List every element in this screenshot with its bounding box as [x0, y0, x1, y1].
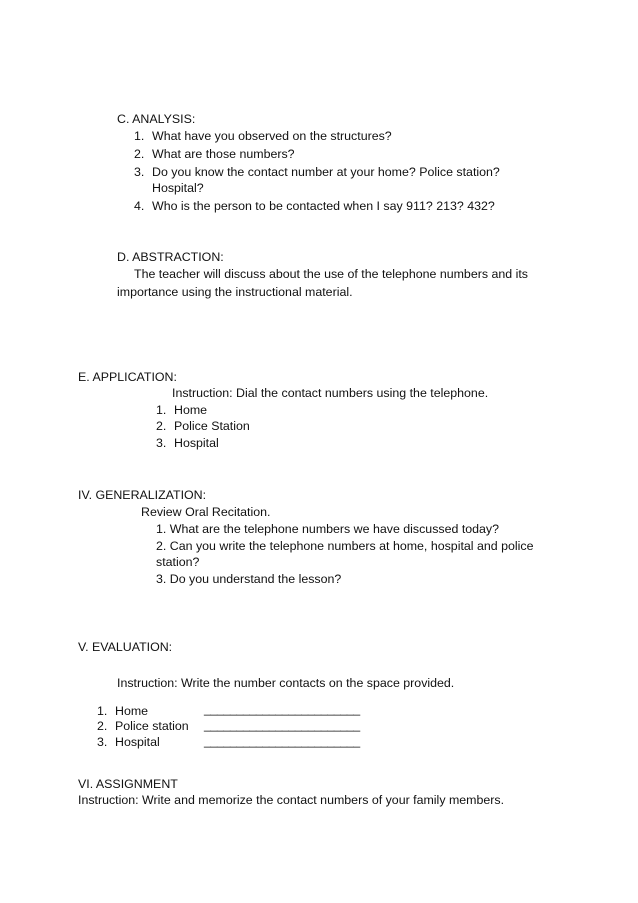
list-number: 2. — [156, 419, 167, 433]
analysis-item-3 — [134, 164, 500, 180]
list-number: 2. — [134, 147, 145, 161]
list-text: Home — [115, 704, 149, 718]
application-item-1 — [156, 402, 207, 418]
application-item-3 — [156, 435, 219, 451]
analysis-item-3-continuation: Hospital? — [152, 181, 204, 195]
generalization-question-1: 1. What are the telephone numbers we have discussed today? — [156, 522, 500, 536]
analysis-heading: C. ANALYSIS: — [117, 112, 196, 126]
generalization-question-2-continuation: station? — [156, 555, 200, 569]
application-item-2 — [156, 418, 250, 434]
answer-blank-hospital: ________________________ — [204, 734, 360, 748]
evaluation-item-1 — [97, 703, 148, 719]
list-number: 1. — [97, 704, 108, 718]
evaluation-item-2 — [97, 718, 189, 734]
analysis-item-4 — [134, 198, 495, 214]
abstraction-line-1: The teacher will discuss about the use of the telephone numbers and its — [134, 267, 528, 281]
list-text: Hospital — [174, 436, 219, 450]
list-text: Police Station — [174, 419, 250, 433]
evaluation-item-3 — [97, 734, 160, 750]
list-number: 3. — [156, 436, 167, 450]
list-number: 3. — [97, 735, 108, 749]
generalization-question-2: 2. Can you write the telephone numbers at home, hospital and police — [156, 539, 534, 553]
evaluation-instruction: Instruction: Write the number contacts on the space provided. — [117, 676, 455, 690]
generalization-heading: IV. GENERALIZATION: — [78, 488, 207, 502]
list-text: Police station — [115, 719, 189, 733]
application-instruction: Instruction: Dial the contact numbers using the telephone. — [172, 386, 489, 400]
list-number: 1. — [156, 403, 167, 417]
abstraction-line-2: importance using the instructional material. — [117, 285, 353, 299]
list-number: 4. — [134, 199, 145, 213]
answer-blank-home: ________________________ — [204, 702, 360, 716]
list-text: Hospital — [115, 735, 160, 749]
abstraction-heading: D. ABSTRACTION: — [117, 250, 224, 264]
evaluation-heading: V. EVALUATION: — [78, 640, 173, 654]
analysis-item-2 — [134, 146, 295, 162]
generalization-intro: Review Oral Recitation. — [141, 505, 271, 519]
analysis-item-1 — [134, 128, 392, 144]
list-text: What are those numbers? — [152, 147, 295, 161]
list-number: 3. — [134, 165, 145, 179]
list-text: Do you know the contact number at your home? Police station? — [152, 165, 500, 179]
application-heading: E. APPLICATION: — [78, 370, 177, 384]
list-text: Who is the person to be contacted when I say 911? 213? 432? — [152, 199, 495, 213]
assignment-instruction: Instruction: Write and memorize the contact numbers of your family members. — [78, 793, 505, 807]
list-number: 1. — [134, 129, 145, 143]
assignment-heading: VI. ASSIGNMENT — [78, 777, 178, 791]
generalization-question-3: 3. Do you understand the lesson? — [156, 572, 342, 586]
answer-blank-police-station: ________________________ — [204, 718, 360, 732]
list-text: Home — [174, 403, 208, 417]
list-number: 2. — [97, 719, 108, 733]
list-text: What have you observed on the structures? — [152, 129, 392, 143]
